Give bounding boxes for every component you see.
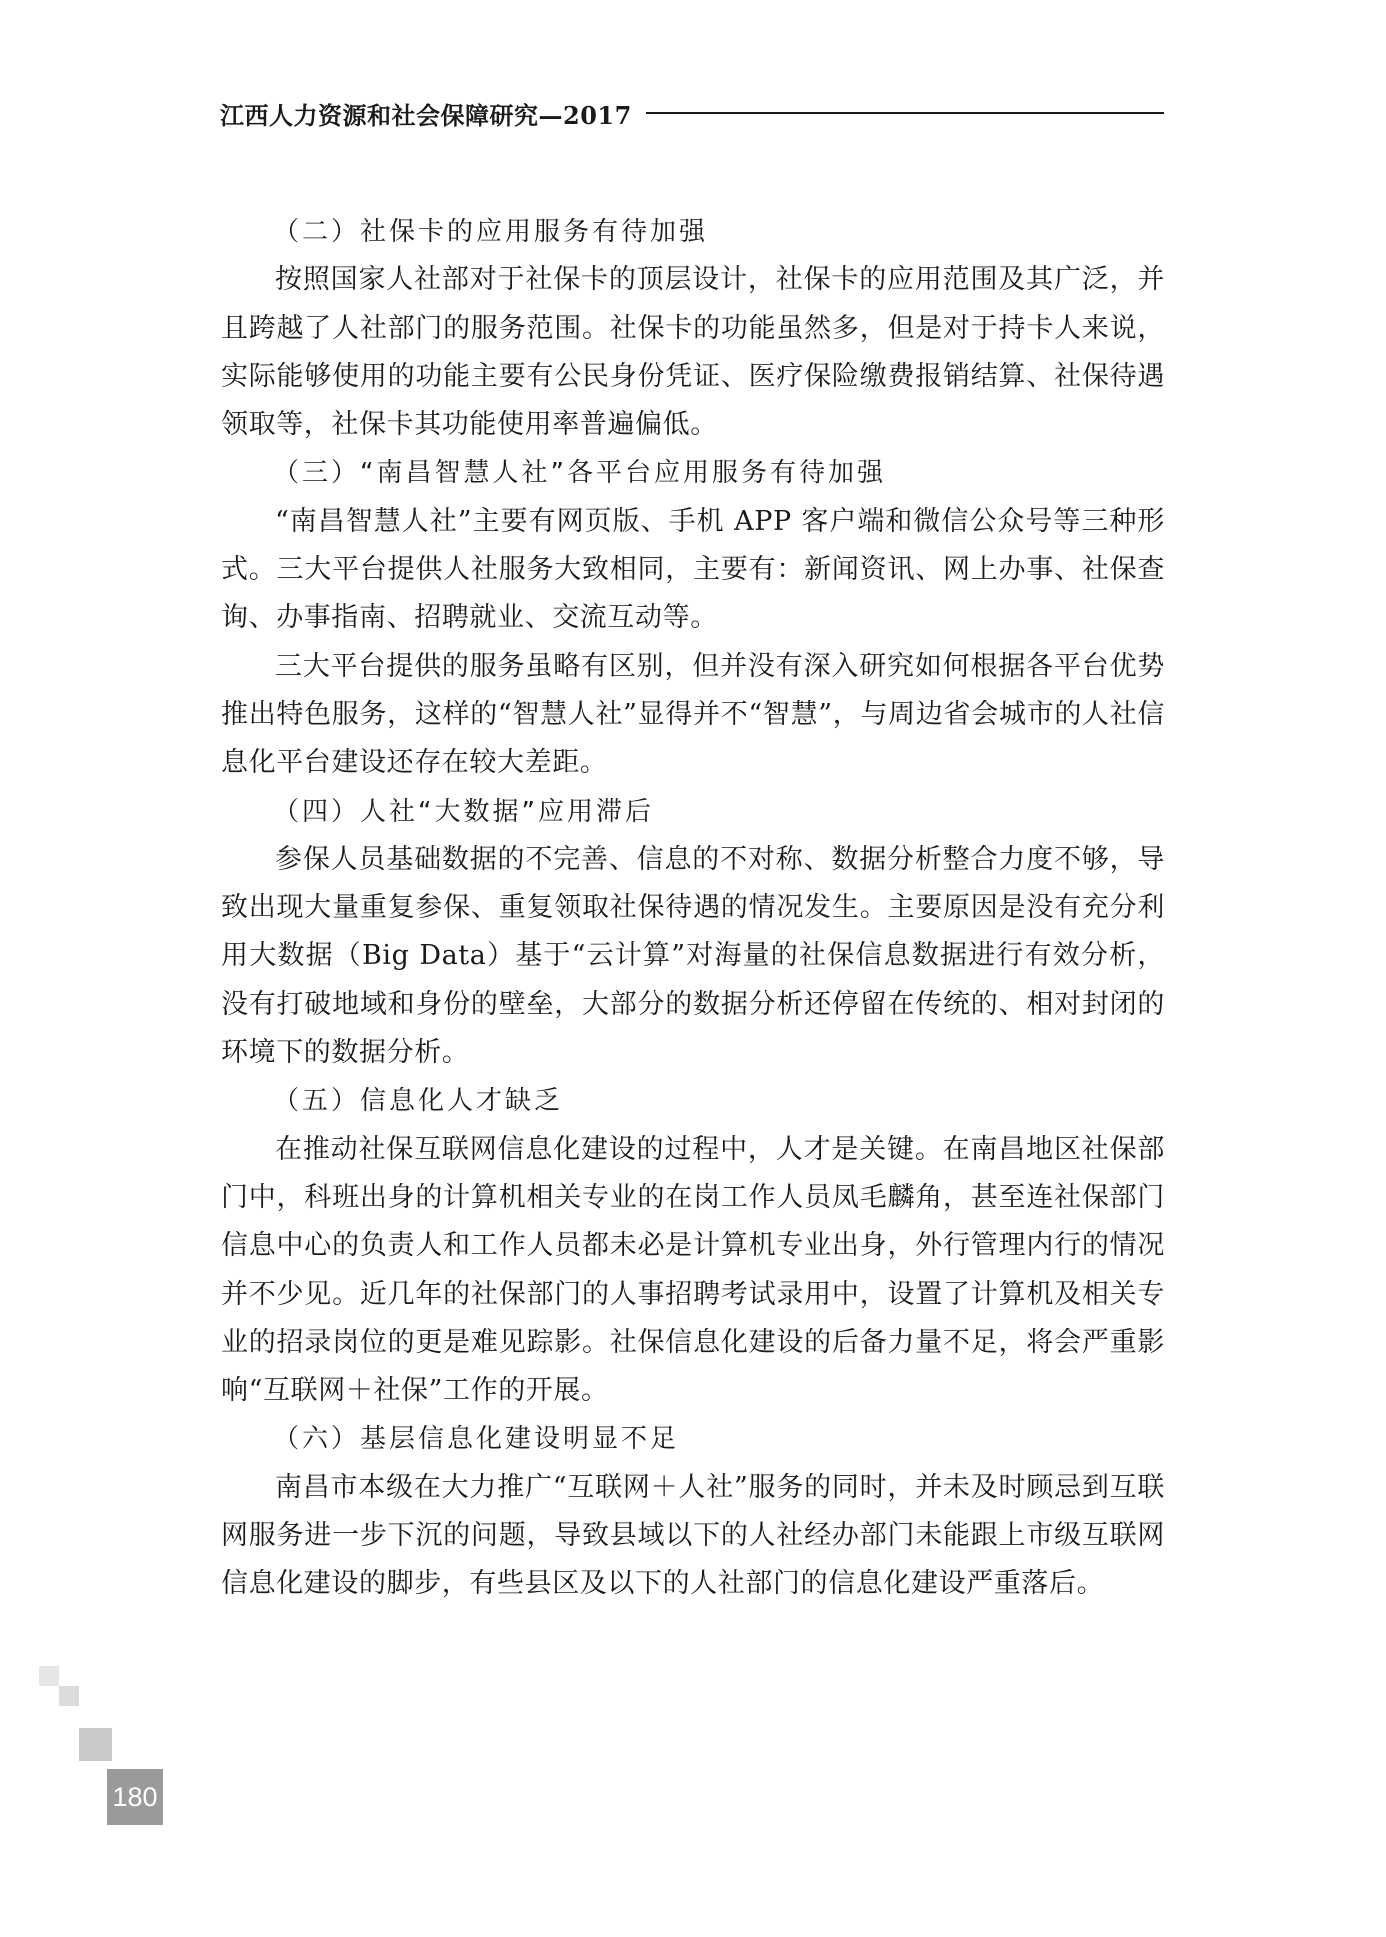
section-heading: （六）基层信息化建设明显不足 [273, 1424, 680, 1455]
running-header-title: 江西人力资源和社会保障研究—2017 [220, 100, 632, 130]
decorative-square [79, 1728, 112, 1761]
page-body [221, 208, 1165, 1609]
decorative-square [59, 1686, 79, 1706]
decorative-square [39, 1666, 59, 1686]
body-paragraph: 在推动社保互联网信息化建设的过程中，人才是关键。在南昌地区社保部门中，科班出身的计算机相关专业的在岗工作人员凤毛麟角，甚至连社保部门信息中心的负责人和工作人员都未必是计算机专业出身，外行管理内行的情况并不少见。近几年的社保部门的人事招聘考试录用中，设置了计算机及相关专业的招录岗位的更是难见踪影。社保信息化建设的后备力量不足，将会严重影响“互联网＋社保”工作的开展。 [221, 1133, 1165, 1407]
body-paragraph: 三大平台提供的服务虽略有区别，但并没有深入研究如何根据各平台优势推出特色服务，这样的“智慧人社”显得并不“智慧”，与周边省会城市的人社信息化平台建设还存在较大差距。 [221, 650, 1165, 779]
body-paragraph: 按照国家人社部对于社保卡的顶层设计，社保卡的应用范围及其广泛，并且跨越了人社部门的服务范围。社保卡的功能虽然多，但是对于持卡人来说，实际能够使用的功能主要有公民身份凭证、医疗保险缴费报销结算、社保待遇领取等，社保卡其功能使用率普遍偏低。 [221, 264, 1165, 441]
section-heading: （四）人社“大数据”应用滞后 [273, 796, 654, 827]
body-paragraph: 南昌市本级在大力推广“互联网＋人社”服务的同时，并未及时顾忌到互联网服务进一步下沉的问题，导致县域以下的人社经办部门未能跟上市级互联网信息化建设的脚步，有些县区及以下的人社部门的信息化建设严重落后。 [221, 1471, 1165, 1600]
page-number: 180 [107, 1769, 163, 1825]
section-heading: （三）“南昌智慧人社”各平台应用服务有待加强 [273, 458, 886, 489]
section-heading: （五）信息化人才缺乏 [273, 1086, 564, 1117]
body-paragraph: 参保人员基础数据的不完善、信息的不对称、数据分析整合力度不够，导致出现大量重复参保、重复领取社保待遇的情况发生。主要原因是没有充分利用大数据（Big Data）基于“云计算”对海量的社保信息数据进行有效分析，没有打破地域和身份的壁垒，大部分的数据分析还停留在传统的、相对封闭的环境下的数据分析。 [221, 843, 1165, 1069]
body-paragraph: “南昌智慧人社”主要有网页版、手机 APP 客户端和微信公众号等三种形式。三大平台提供人社服务大致相同，主要有：新闻资讯、网上办事、社保查询、办事指南、招聘就业、交流互动等。 [221, 505, 1165, 634]
section-heading: （二）社保卡的应用服务有待加强 [273, 217, 709, 247]
running-header [220, 95, 1164, 131]
header-rule [646, 112, 1164, 114]
